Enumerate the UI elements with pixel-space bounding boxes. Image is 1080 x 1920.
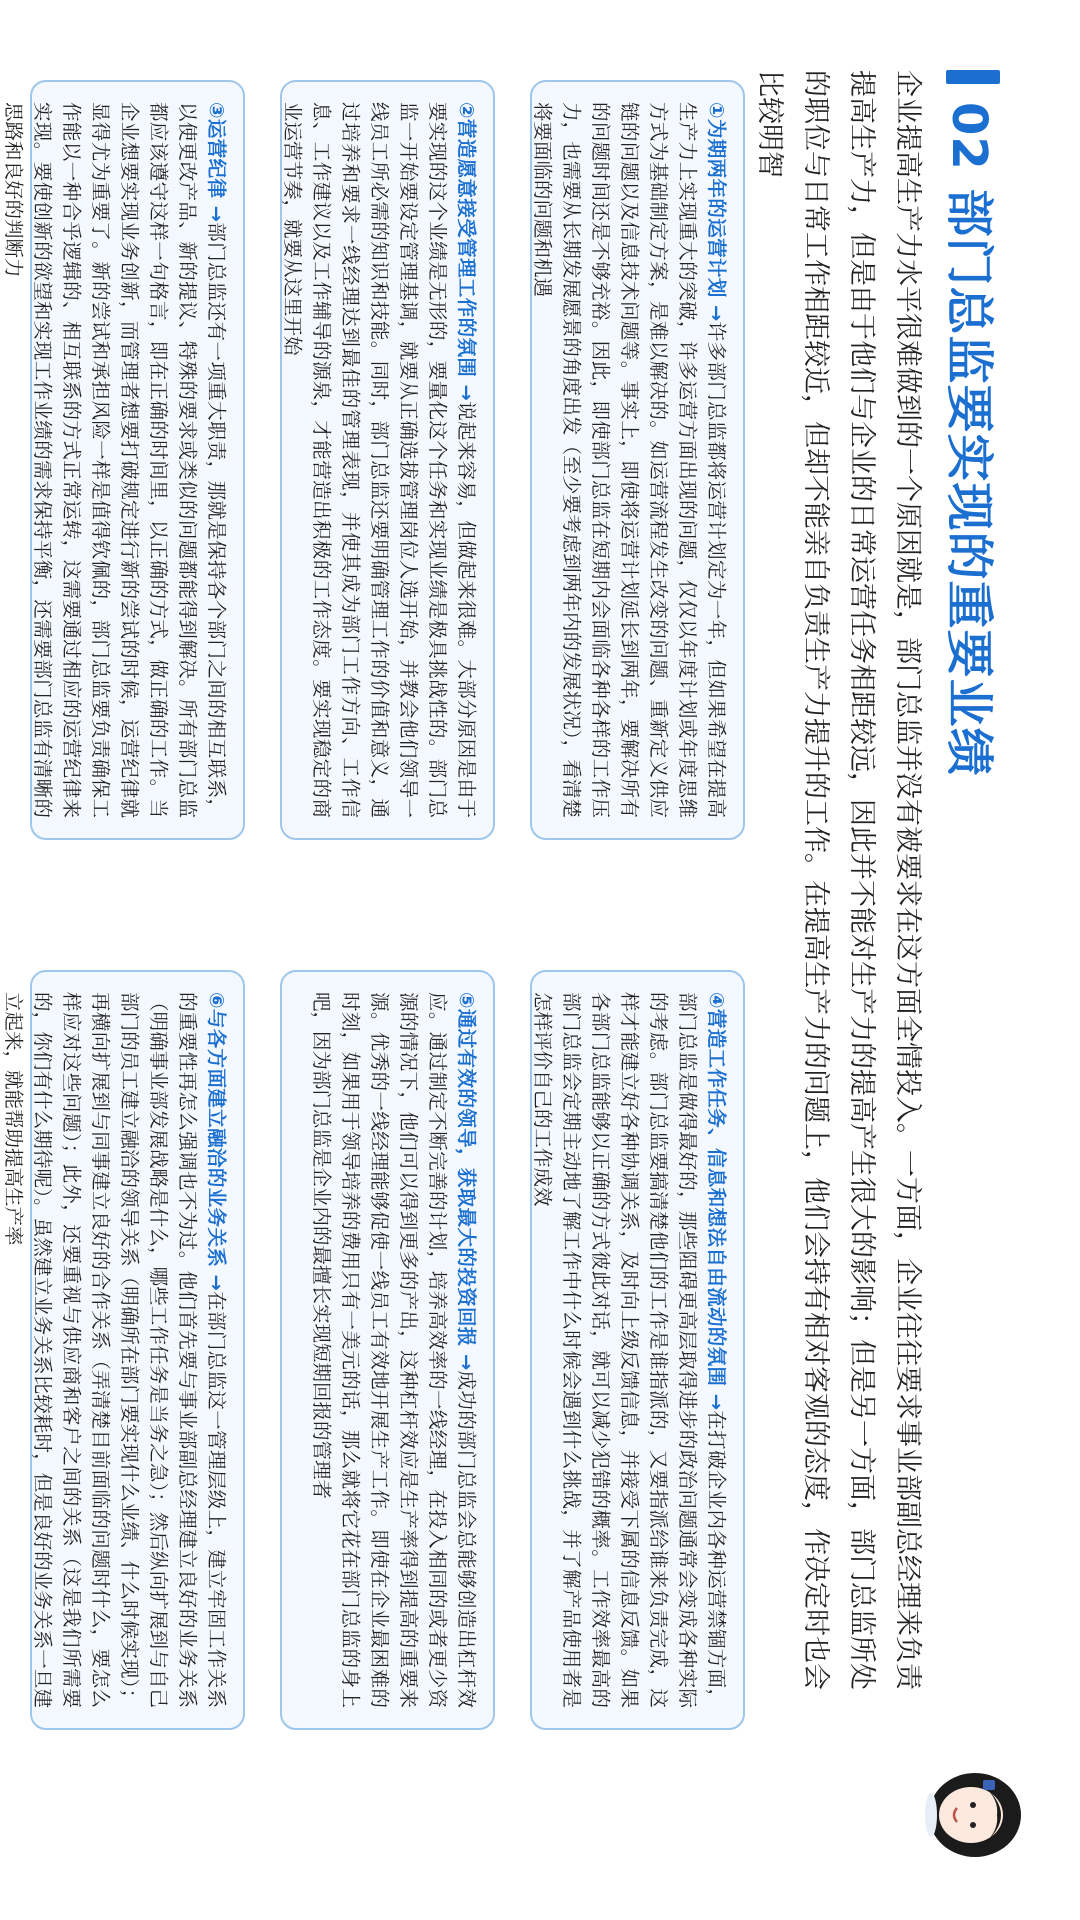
avatar [925,1760,1035,1870]
section-card-4 [530,970,745,1730]
section-card-5 [280,970,495,1730]
section-heading-6: ⑥与各方面建立融洽的业务关系 → [205,992,228,1291]
section-body-4: 在打破企业内各种运营禁锢方面，部门总监是做得最好的，那些阻碍更高层取得进步的政治问题通常会变成各种实际的考虑。部门总监要搞清楚他们的工作是谁指派的，又要指派给谁来负责完成，这样才能建立好各种协调关系，及时向上级反馈信息，并接受下属的信息反馈。如果各部门总监能够以正确的方式彼此对话，就可以减少犯错的概率。工作效率最高的部门总监会定期主动地了解工作中什么时候会遇到什么挑战，并了解产品使用者是怎样评价自己的工作成效 [531,992,728,1708]
section-body-5: 成功的部门总监会总能够创造出杠杆效应。通过制定不断完善的计划，培养高效率的一线经理，在投入相同的或者更少资源的情况下，他们可以得到更多的产出，这种杠杆效应是生产率得到提高的重要来源。优秀的一线经理能够促使一线员工有效地开展生产工作。即使在企业最困难的时刻，如果用于领导培养的费用只有一美元的话，那么就将它花在部门总监的身上吧，因为部门总监是企业内的最擅长实现短期回报的管理者 [310,992,478,1708]
intro-paragraph: 企业提高生产力水平很难做到的一个原因就是，部门总监并没有被要求在这方面全情投入。一方面，企业往往要求事业部副总经理来负责提高生产力，但是由于他们与企业的日常运营任务相距较远，因此并不能对生产力的提高产生很大的影响；但是另一方面，部门总监所处的职位与日常工作相距较近，但却不能亲自负责生产力提升的工作。在提高生产力的问题上，他们会持有相对客观的态度，作决定时也会比较明智 [754,70,923,1690]
page-title: 02 部门总监要实现的重要业绩 [941,102,997,777]
section-heading-5: ⑤通过有效的领导，获取最大的投资回报 → [455,992,478,1371]
section-card-1 [530,80,745,840]
section-heading-2: ②营造愿意接受管理工作的氛围 → [455,102,478,401]
section-body-2: 说起来容易，但做起来很难。大部分原因是由于要实现的这个业绩是无形的，要量化这个任务和实现业绩是极具挑战性的。部门总监一开始要设定管理基调，就要从正确选拔管理岗位人选开始，并教会他们领导一线员工所必需的知识和技能。同时，部门总监还要明确管理工作的价值和意义，通过培养和要求一线经理达到最佳的管理表现，并使其成为部门工作方向、工作信息、工作建议以及工作辅导的源泉，才能营造出积极的工作态度。要实现稳定的商业运营节奏，就要从这里开始 [281,102,478,818]
section-body-1: 许多部门总监都将运营计划定为一年，但如果希望在提高生产力上实现重大的突破，许多运营方面出现的问题，仅仅以年度计划或年度思维方式为基础制定方案，是难以解决的。如运营流程发生改变的问题、重新定义供应链的问题以及信息技术问题等。事实上，即使将运营计划延长到两年，要解决所有的问题时间还是不够充裕。因此，即使部门总监在短期内会面临各种各样的工作压力，也需要从长期发展愿景的角度出发（至少要考虑到两年内的发展状况），看清楚将要面临的问题和机遇 [531,102,728,818]
section-heading-1: ①为期两年的运营计划 → [705,102,728,322]
title-accent-bar [947,70,1001,84]
section-card-6 [2,970,245,1730]
section-heading-3: ③运营纪律 → [205,102,228,222]
cartoon-girl-avatar-icon [925,1760,1035,1870]
section-heading-4: ④营造工作任务、信息和想法自由流动的氛围 → [705,992,728,1410]
section-card-2 [280,80,495,840]
section-body-3: 部门总监还有一项重大职责，那就是保持各个部门之间的相互联系，以使更改产品、新的提议、特殊的要求或类似的问题都能得到解决。所有部门总监都应该遵守这样一句格言，即在正确的时间里，以正确的方式，做正确的工作。当企业想要实现业务创新，而管理者想要打破规定进行新的尝试的时候，运营纪律就显得尤为重要了。新的尝试和承担风险一样是值得钦佩的，部门总监要负责确保工作能以一种合乎逻辑的、相互联系的方式正常运转，这需要通过相应的运营纪律来实现。要使创新的欲望和实现工作业绩的需求保持平衡，还需要部门总监有清晰的思路和良好的判断力 [2,102,228,818]
section-card-3 [2,80,245,840]
section-body-6: 在部门总监这一管理层级上，建立牢固工作关系的重要性再怎么强调也不为过。他们首先要与事业部副总经理建立良好的业务关系（明确事业部发展战略是什么，哪些工作任务是当务之急）；然后纵向扩展到与自己部门的员工建立融洽的领导关系（明确所在部门要实现什么业绩、什么时候实现）；再横向扩展到与同事建立良好的合作关系（弄清楚目前面临的问题时什么，要怎么样应对这些问题）；此外，还要重视与供应商和客户之间的关系（这是我们所需要的，你们有什么期待呢）。虽然建立业务关系比较耗时，但是良好的业务关系一旦建立起来，就能帮助提高生产率 [2,992,228,1708]
title-block [939,70,1008,777]
